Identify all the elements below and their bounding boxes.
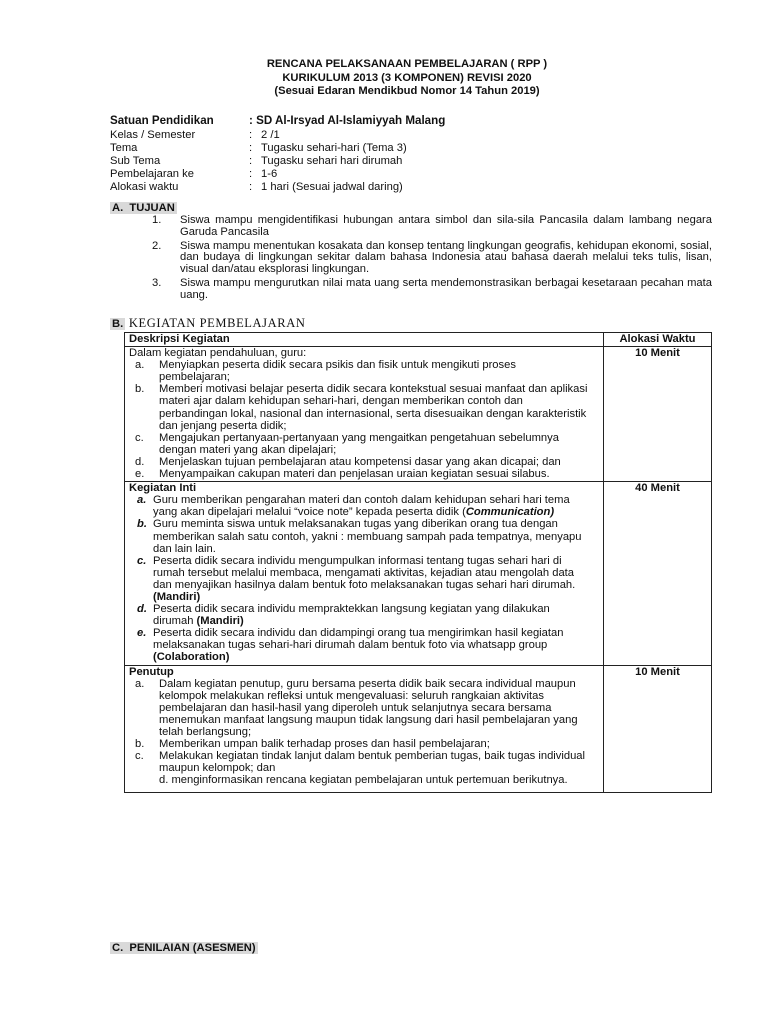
section-letter: C. — [112, 942, 124, 954]
identity-value: 1 hari (Sesuai jadwal daring) — [261, 181, 403, 193]
identity-value: 2 /1 — [261, 129, 280, 141]
core-time: 40 Menit — [604, 482, 712, 665]
identity-colon: : — [249, 168, 253, 180]
list-text: Menyiapkan peserta didik secara psikis dan fisik untuk mengikuti proses pembelajaran; — [159, 359, 516, 384]
list-number: 2. — [152, 239, 162, 252]
closing-time: 10 Menit — [604, 665, 712, 793]
list-marker: e. — [135, 468, 145, 481]
list-text-emphasis: (Mandiri) — [196, 615, 244, 628]
opening-time: 10 Menit — [604, 347, 712, 482]
list-number: 3. — [152, 276, 162, 289]
section-letter: A. — [112, 202, 124, 214]
list-marker: c. — [137, 554, 147, 567]
list-item — [129, 774, 599, 786]
list-item — [152, 241, 712, 276]
list-text — [153, 627, 599, 663]
list-item — [129, 518, 599, 554]
identity-value: : SD Al-Irsyad Al-Islamiyyah Malang — [249, 114, 446, 127]
list-item — [129, 555, 599, 603]
list-item — [129, 432, 599, 456]
identity-colon: : — [249, 181, 253, 193]
activities-table — [124, 332, 712, 793]
list-text-emphasis: (Mandiri) — [153, 590, 201, 603]
list-text: Siswa mampu menentukan kosakata dan konsep tentang lingkungan geografis, kehidupan ekonomi, sosial, dan budaya di lingkungan sekitar dalam bahasa Indonesia atau bahasa daerah melalui teks tulis, lisan, visual dan/atau eksplorasi lingkungan. — [180, 239, 712, 276]
list-item — [152, 215, 712, 239]
list-text: Dalam kegiatan penutup, guru bersama peserta didik baik secara individual maupun kelompok melakukan refleksi untuk mengevaluasi: seluruh rangkaian aktivitas pembelajaran dan hasil-hasil yang diperoleh untuk selanjutnya secara bersama menemukan manfaat langsung maupun tidak langsung dari hasil pembelajaran yang telah berlangsung; — [159, 677, 578, 738]
table-header-row — [125, 333, 712, 347]
list-text-body: Peserta didik secara individu dan didampingi orang tua mengirimkan hasil kegiatan melaksanakan tugas sehari-hari dirumah dalam bentuk foto via whatsapp group — [153, 627, 564, 652]
identity-label: Kelas / Semester — [110, 129, 196, 141]
identity-colon: : — [249, 129, 253, 141]
list-text: Memberi motivasi belajar peserta didik secara kontekstual sesuai manfaat dan aplikasi materi ajar dalam kehidupan sehari-hari, dengan memberikan contoh dan perbandingan lokal, nasional dan internasional, serta disesuaikan dengan karakteristik dan jenjang peserta didik; — [159, 383, 588, 432]
list-text: Mengajukan pertanyaan-pertanyaan yang mengaitkan pengetahuan sebelumnya dengan materi yang akan dipelajari; — [159, 431, 559, 456]
section-title: TUJUAN — [129, 202, 175, 214]
section-c-heading — [110, 942, 258, 955]
identity-value: Tugasku sehari hari dirumah — [261, 155, 403, 167]
list-marker: a. — [137, 494, 147, 507]
list-text — [153, 603, 599, 627]
list-text — [153, 555, 599, 603]
list-number: 1. — [152, 214, 162, 226]
list-marker: e. — [137, 627, 147, 640]
table-row — [125, 347, 712, 482]
list-text-body: Guru meminta siswa untuk melaksanakan tugas yang diberikan orang tua dengan memberikan salah satu contoh, yakni : membuang sampah pada tempatnya, menyapu dan lain lain. — [153, 518, 582, 555]
list-marker: c. — [135, 431, 144, 444]
identity-row-time — [110, 181, 710, 194]
list-text-body: Peserta didik secara individu mempraktekkan langsung kegiatan yang dilakukan dirumah — [153, 603, 550, 628]
list-marker: d. — [135, 455, 145, 468]
list-item — [129, 494, 599, 518]
list-item — [129, 750, 599, 774]
list-text: Melakukan kegiatan tindak lanjut dalam bentuk pemberian tugas, baik tugas individual maupun kelompok; dan — [159, 750, 586, 775]
identity-colon: : — [249, 142, 253, 154]
closing-heading: Penutup — [129, 665, 174, 678]
list-item — [129, 456, 599, 468]
list-text-body: Guru memberikan pengarahan materi dan contoh dalam kehidupan sehari hari tema yang akan dipelajari melalui “voice note” kepada peserta didik ( — [153, 494, 570, 519]
list-text: Menjelaskan tujuan pembelajaran atau kompetensi dasar yang akan dicapai; dan — [159, 455, 561, 468]
list-text-emphasis: Communication) — [465, 506, 555, 519]
closing-activities — [125, 665, 604, 793]
section-title: KEGIATAN PEMBELAJARAN — [128, 316, 306, 330]
list-marker: d. — [137, 603, 147, 616]
section-letter: B. — [112, 318, 124, 330]
identity-row-subtheme — [110, 155, 710, 168]
identity-row-school — [110, 113, 710, 129]
list-text: Siswa mampu mengidentifikasi hubungan antara simbol dan sila-sila Pancasila dalam lambang negara Garuda Pancasila — [180, 214, 712, 238]
opening-intro: Dalam kegiatan pendahuluan, guru: — [129, 347, 307, 360]
title-line-1: RENCANA PELAKSANAAN PEMBELAJARAN ( RPP ) — [266, 58, 548, 70]
table-row — [125, 665, 712, 793]
list-marker: b. — [135, 383, 145, 396]
list-text — [153, 494, 599, 518]
list-marker: a. — [135, 359, 145, 372]
list-text: d. menginformasikan rencana kegiatan pembelajaran untuk pertemuan berikutnya. — [159, 774, 568, 787]
opening-activities — [125, 347, 604, 482]
identity-colon: : — [249, 155, 253, 167]
list-text-body: Peserta didik secara individu mengumpulkan informasi tentang tugas sehari hari di rumah tersebut melalui membaca, mengamati aktivitas, kejadian atau mengolah data dan menyajikan hasilnya dalam bentuk foto melaksanakan tugas sehari hari dirumah. — [153, 554, 576, 591]
list-text-emphasis: (Colaboration) — [153, 651, 230, 664]
identity-row-class — [110, 129, 710, 142]
list-item — [129, 678, 599, 738]
document-title — [0, 58, 768, 99]
section-a-heading — [110, 202, 177, 215]
core-activities — [125, 482, 604, 665]
title-line-3: (Sesuai Edaran Mendikbud Nomor 14 Tahun 2019) — [274, 85, 540, 97]
list-item — [129, 603, 599, 627]
list-text — [153, 518, 599, 554]
list-marker: b. — [135, 738, 145, 751]
list-marker: b. — [137, 518, 147, 531]
identity-block — [110, 113, 710, 194]
identity-row-theme — [110, 142, 710, 155]
section-b-heading — [110, 317, 305, 331]
list-text: Menyampaikan cakupan materi dan penjelasan uraian kegiatan sesuai silabus. — [159, 468, 550, 481]
identity-row-lesson — [110, 168, 710, 181]
section-title: PENILAIAN (ASESMEN) — [129, 942, 256, 954]
list-item — [152, 278, 712, 302]
table-row — [125, 482, 712, 665]
list-text: Memberikan umpan balik terhadap proses dan hasil pembelajaran; — [159, 738, 490, 751]
core-heading: Kegiatan Inti — [129, 482, 197, 495]
objectives-list — [152, 215, 712, 304]
identity-label: Tema — [110, 142, 138, 154]
list-item — [129, 627, 599, 663]
identity-label: Satuan Pendidikan — [110, 114, 214, 127]
identity-label: Alokasi waktu — [110, 181, 179, 193]
list-item — [129, 383, 599, 431]
title-line-2: KURIKULUM 2013 (3 KOMPONEN) REVISI 2020 — [282, 71, 532, 84]
list-marker: c. — [135, 750, 144, 763]
column-header-time: Alokasi Waktu — [604, 333, 712, 347]
column-header-description: Deskripsi Kegiatan — [125, 333, 604, 347]
identity-value: Tugasku sehari-hari (Tema 3) — [261, 142, 407, 154]
list-item — [129, 468, 599, 480]
identity-label: Sub Tema — [110, 155, 161, 167]
list-item — [129, 359, 599, 383]
list-marker — [129, 774, 159, 786]
identity-value: 1-6 — [261, 168, 278, 180]
list-item — [129, 738, 599, 750]
list-marker: a. — [135, 677, 145, 690]
list-text: Siswa mampu mengurutkan nilai mata uang serta mendemonstrasikan berbagai kesetaraan pecahan mata uang. — [180, 276, 712, 301]
identity-label: Pembelajaran ke — [110, 168, 194, 180]
